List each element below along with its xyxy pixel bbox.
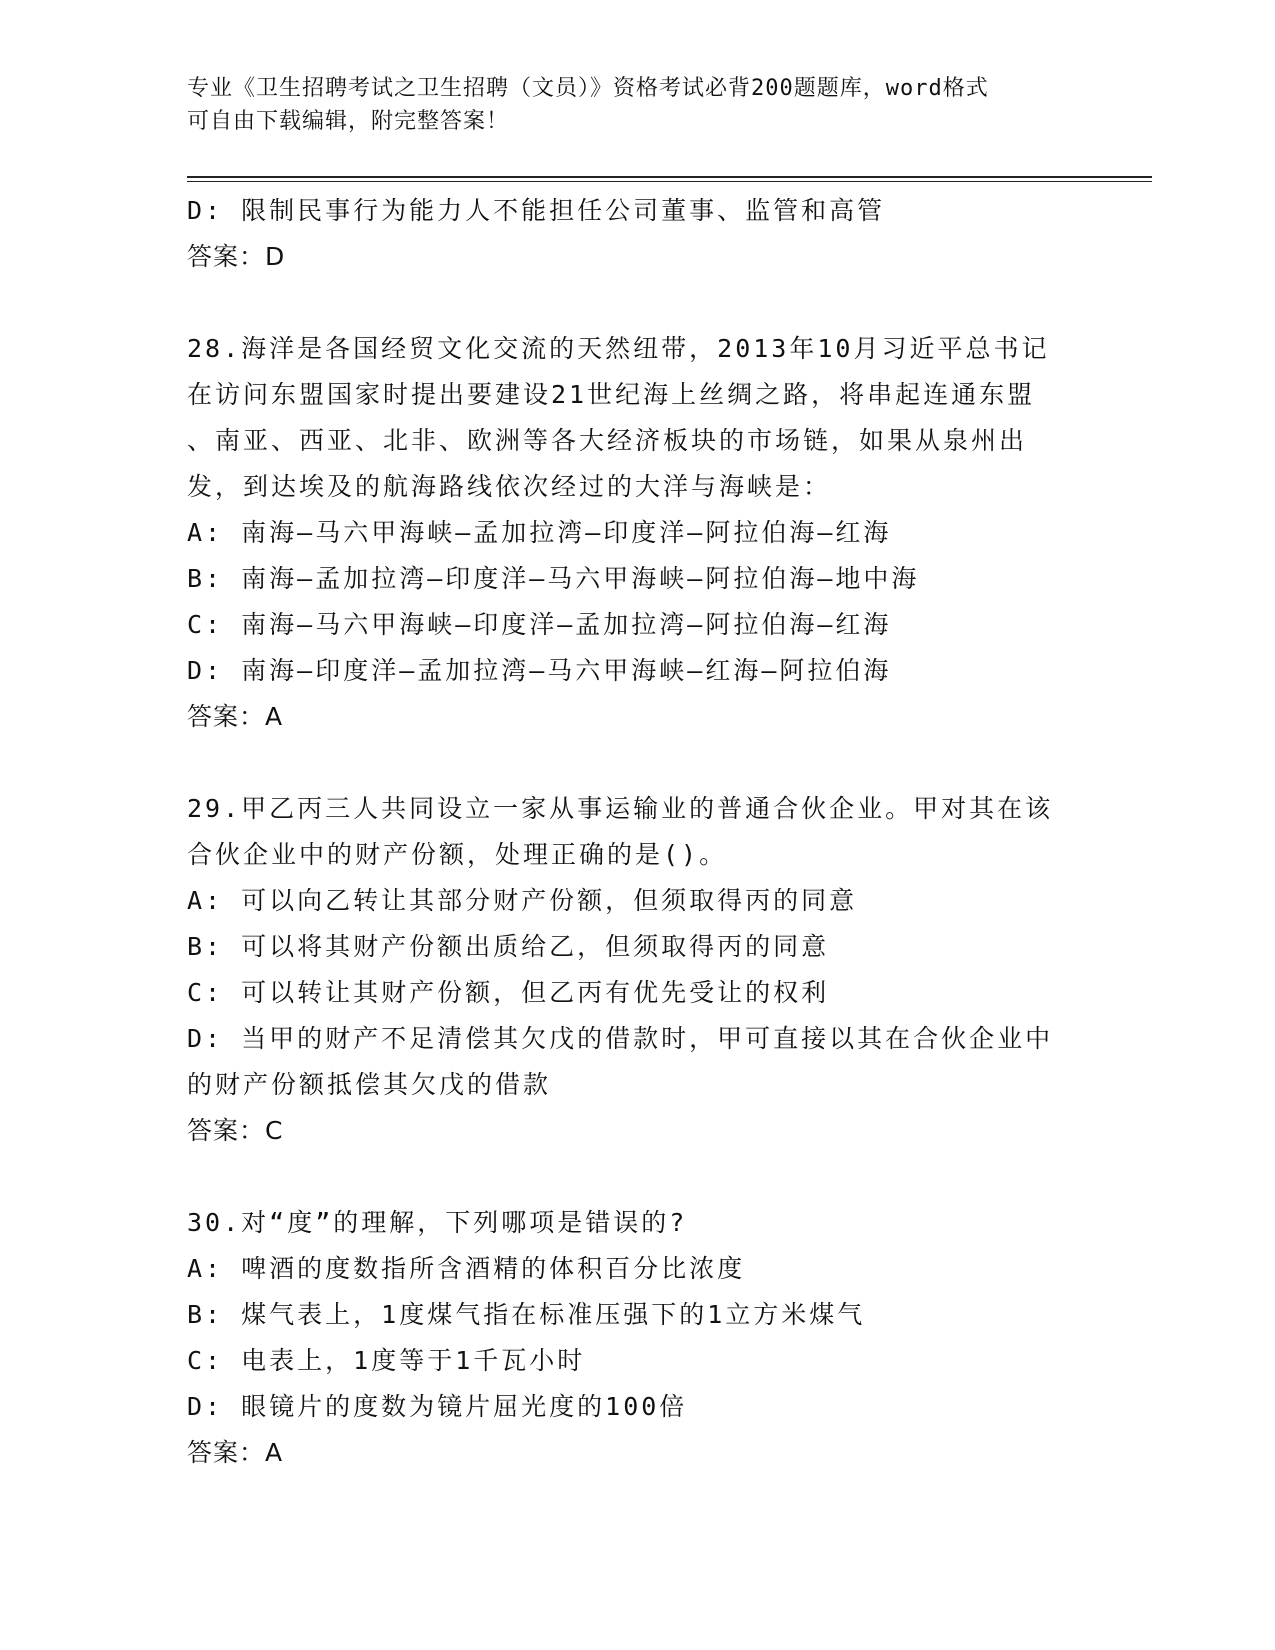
answer-label: 答案：A <box>187 1438 284 1467</box>
option-c: C: 电表上，1度等于1千瓦小时 <box>187 1346 586 1375</box>
answer-label: 答案：A <box>187 702 284 731</box>
question-29 <box>187 786 1077 1154</box>
question-28 <box>187 326 1077 740</box>
option-d: D: 眼镜片的度数为镜片屈光度的100倍 <box>187 1392 688 1421</box>
option-d: D: 当甲的财产不足清偿其欠戊的借款时，甲可直接以其在合伙企业中 <box>187 1024 1054 1053</box>
option-a: A: 啤酒的度数指所含酒精的体积百分比浓度 <box>187 1254 746 1283</box>
header-line-1: 专业《卫生招聘考试之卫生招聘（文员）》资格考试必背200题题库，word格式 <box>187 76 989 101</box>
option-d-continued: 的财产份额抵偿其欠戊的借款 <box>187 1070 552 1099</box>
option-c: C: 南海—马六甲海峡—印度洋—孟加拉湾—阿拉伯海—红海 <box>187 610 892 639</box>
question-stem-line: 、南亚、西亚、北非、欧洲等各大经济板块的市场链，如果从泉州出 <box>187 426 1028 455</box>
header-line-2: 可自由下载编辑，附完整答案！ <box>187 109 510 134</box>
document-header <box>187 72 1087 138</box>
answer-label: 答案：D <box>187 242 286 271</box>
spacer <box>187 1154 1077 1200</box>
question-stem-line: 30.对“度”的理解，下列哪项是错误的? <box>187 1208 688 1237</box>
option-b: B: 煤气表上，1度煤气指在标准压强下的1立方米煤气 <box>187 1300 866 1329</box>
option-a: A: 南海—马六甲海峡—孟加拉湾—印度洋—阿拉伯海—红海 <box>187 518 892 547</box>
question-stem-line: 28.海洋是各国经贸文化交流的天然纽带，2013年10月习近平总书记 <box>187 334 1050 363</box>
question-27-tail <box>187 188 1077 280</box>
option-b: B: 南海—孟加拉湾—印度洋—马六甲海峡—阿拉伯海—地中海 <box>187 564 920 593</box>
option-b: B: 可以将其财产份额出质给乙，但须取得丙的同意 <box>187 932 830 961</box>
spacer <box>187 740 1077 786</box>
question-stem-line: 合伙企业中的财产份额，处理正确的是()。 <box>187 840 728 869</box>
spacer <box>187 280 1077 326</box>
question-stem-line: 发，到达埃及的航海路线依次经过的大洋与海峡是： <box>187 472 832 501</box>
question-content <box>187 188 1077 1476</box>
option-a: A: 可以向乙转让其部分财产份额，但须取得丙的同意 <box>187 886 858 915</box>
answer-label: 答案：C <box>187 1116 284 1145</box>
question-30 <box>187 1200 1077 1476</box>
question-stem-line: 29.甲乙丙三人共同设立一家从事运输业的普通合伙企业。甲对其在该 <box>187 794 1054 823</box>
header-divider-thick <box>187 176 1152 178</box>
question-stem-line: 在访问东盟国家时提出要建设21世纪海上丝绸之路，将串起连通东盟 <box>187 380 1036 409</box>
header-divider-thin <box>187 181 1152 182</box>
option-d: D: 限制民事行为能力人不能担任公司董事、监管和高管 <box>187 196 886 225</box>
option-c: C: 可以转让其财产份额，但乙丙有优先受让的权利 <box>187 978 830 1007</box>
option-d: D: 南海—印度洋—孟加拉湾—马六甲海峡—红海—阿拉伯海 <box>187 656 892 685</box>
